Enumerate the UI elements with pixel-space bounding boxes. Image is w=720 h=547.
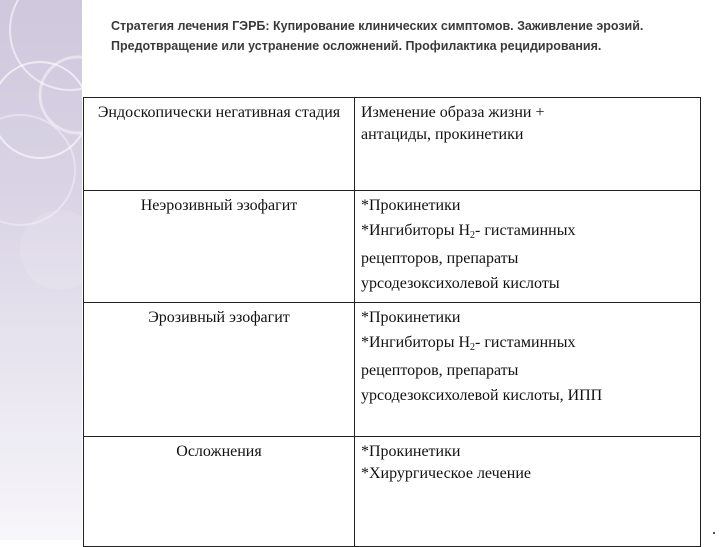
stage-label: Эрозивный эзофагит xyxy=(148,309,290,326)
corner-dot xyxy=(713,532,715,534)
treatment-line: *Прокинетики xyxy=(361,309,461,326)
treatment-line: Изменение образа жизни + xyxy=(361,104,545,121)
treatment-line: антациды, прокинетики xyxy=(361,126,524,143)
slide-title: Стратегия лечения ГЭРБ: Купирование клинических симптомов. Заживление эрозий. Предотвращение или устранение осложнений. Профилактика рецидирования. xyxy=(111,19,644,53)
treatment-cell xyxy=(355,191,701,303)
treatment-line: рецепторов, препараты xyxy=(361,362,519,379)
stage-label: Осложнения xyxy=(176,443,262,460)
treatment-line: *Прокинетики xyxy=(361,443,461,460)
stage-label: Эндоскопически негативная стадия xyxy=(97,104,341,121)
stage-cell xyxy=(84,191,355,303)
stage-label: Неэрозивный эзофагит xyxy=(140,197,298,214)
treatment-line: урсодезоксихолевой кислоты xyxy=(361,275,560,292)
treatment-line: рецепторов, препараты xyxy=(361,250,519,267)
treatment-line: *Прокинетики xyxy=(361,197,461,214)
table-row xyxy=(84,191,701,303)
table-row xyxy=(84,98,701,191)
treatment-cell xyxy=(355,98,701,191)
treatment-table xyxy=(83,97,701,547)
treatment-line: *Ингибиторы $Н_2-$ гистаминных xyxy=(361,334,576,353)
decorative-sidebar xyxy=(0,0,82,540)
table-row xyxy=(84,303,701,437)
table-row xyxy=(84,437,701,547)
decorative-circles xyxy=(0,0,82,540)
stage-cell xyxy=(84,437,355,547)
stage-cell xyxy=(84,98,355,191)
treatment-line: *Хирургическое лечение xyxy=(361,465,531,482)
treatment-line: урсодезоксихолевой кислоты, ИПП xyxy=(361,387,603,404)
treatment-cell xyxy=(355,437,701,547)
treatment-cell xyxy=(355,303,701,437)
treatment-line: *Ингибиторы $Н_2-$ гистаминных xyxy=(361,222,576,241)
stage-cell xyxy=(84,303,355,437)
